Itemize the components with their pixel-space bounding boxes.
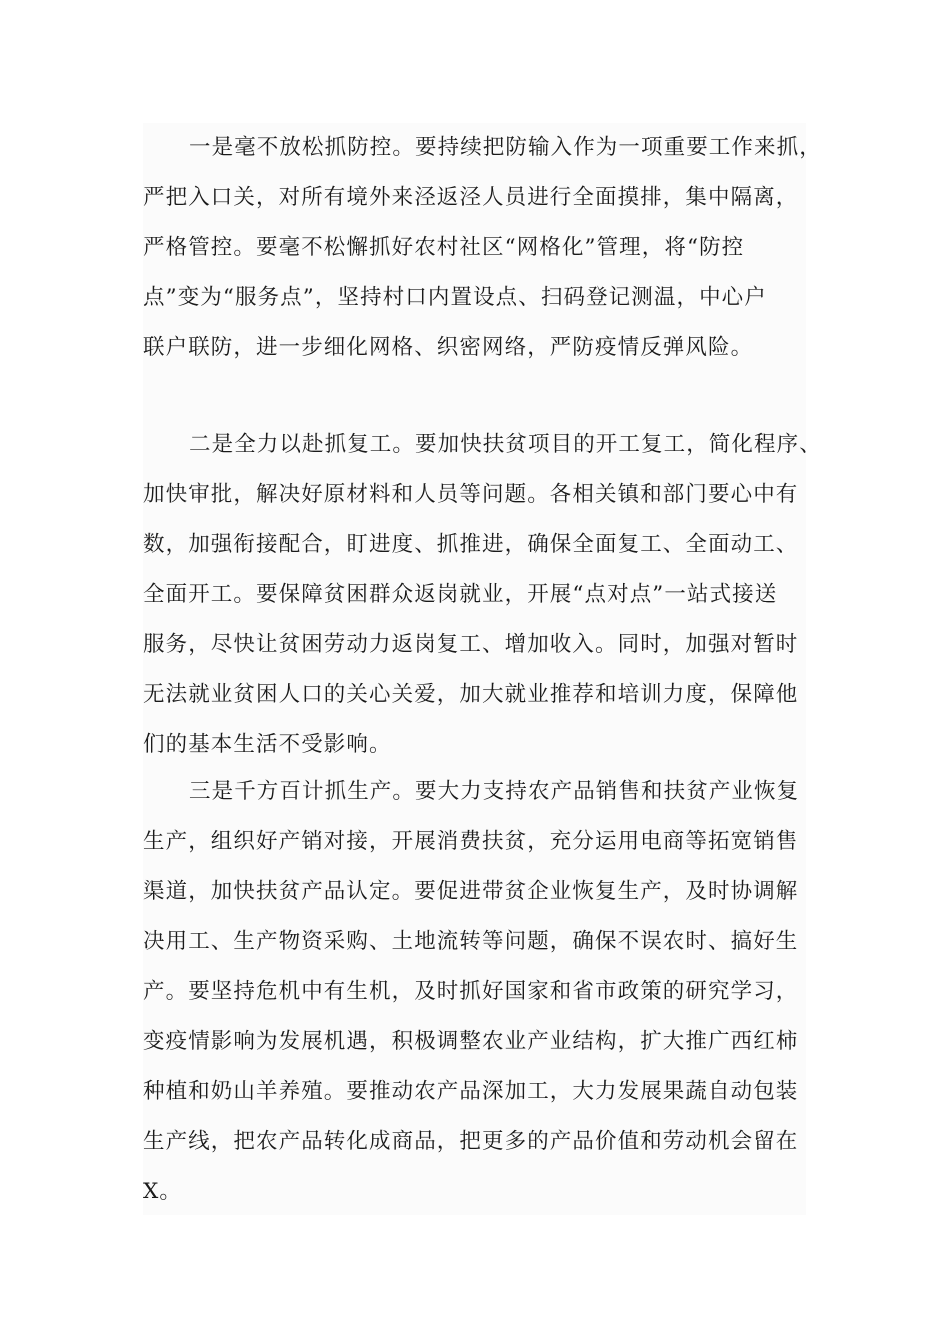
- paragraph-line: 联户联防，进一步细化网格、织密网络，严防疫情反弹风险。: [143, 335, 754, 360]
- paragraph-resume-work: [143, 420, 822, 770]
- document-body: [143, 123, 822, 1215]
- paragraph-line: 无法就业贫困人口的关心关爱，加大就业推荐和培训力度，保障他: [143, 682, 799, 707]
- paragraph-line: 全面开工。要保障贫困群众返岗就业，开展“点对点”一站式接送: [143, 582, 778, 607]
- paragraph-line: 渠道，加快扶贫产品认定。要促进带贫企业恢复生产，及时协调解: [143, 879, 799, 904]
- paragraph-production: [143, 767, 806, 1217]
- paragraph-line: 一是毫不放松抓防控。要持续把防输入作为一项重要工作来抓，: [189, 135, 822, 160]
- paragraph-line: 们的基本生活不受影响。: [143, 732, 392, 757]
- paragraph-line: 决用工、生产物资采购、土地流转等问题，确保不误农时、搞好生: [143, 929, 799, 954]
- paragraph-line: 生产线，把农产品转化成商品，把更多的产品价值和劳动机会留在: [143, 1129, 799, 1154]
- paragraph-line: 严把入口关，对所有境外来泾返泾人员进行全面摸排，集中隔离，: [143, 185, 799, 210]
- paragraph-line: 生产，组织好产销对接，开展消费扶贫，充分运用电商等拓宽销售: [143, 829, 799, 854]
- paragraph-line: 种植和奶山羊养殖。要推动农产品深加工，大力发展果蔬自动包装: [143, 1079, 799, 1104]
- paragraph-line: 二是全力以赴抓复工。要加快扶贫项目的开工复工，简化程序、: [189, 432, 822, 457]
- paragraph-line: 数，加强衔接配合，盯进度、抓推进，确保全面复工、全面动工、: [143, 532, 799, 557]
- paragraph-line: 点”变为“服务点”，坚持村口内置设点、扫码登记测温，中心户: [143, 285, 767, 310]
- paragraph-line: 严格管控。要毫不松懈抓好农村社区“网格化”管理，将“防控: [143, 235, 745, 260]
- paragraph-line: 加快审批，解决好原材料和人员等问题。各相关镇和部门要心中有: [143, 482, 799, 507]
- paragraph-line: 三是千方百计抓生产。要大力支持农产品销售和扶贫产业恢复: [189, 779, 800, 804]
- paragraph-prevention-control: [143, 123, 822, 373]
- paragraph-line: 变疫情影响为发展机遇，积极调整农业产业结构，扩大推广西红柿: [143, 1029, 799, 1054]
- paragraph-line: 产。要坚持危机中有生机，及时抓好国家和省市政策的研究学习，: [143, 979, 799, 1004]
- paragraph-line: X。: [143, 1179, 183, 1204]
- paragraph-line: 服务，尽快让贫困劳动力返岗复工、增加收入。同时，加强对暂时: [143, 632, 799, 657]
